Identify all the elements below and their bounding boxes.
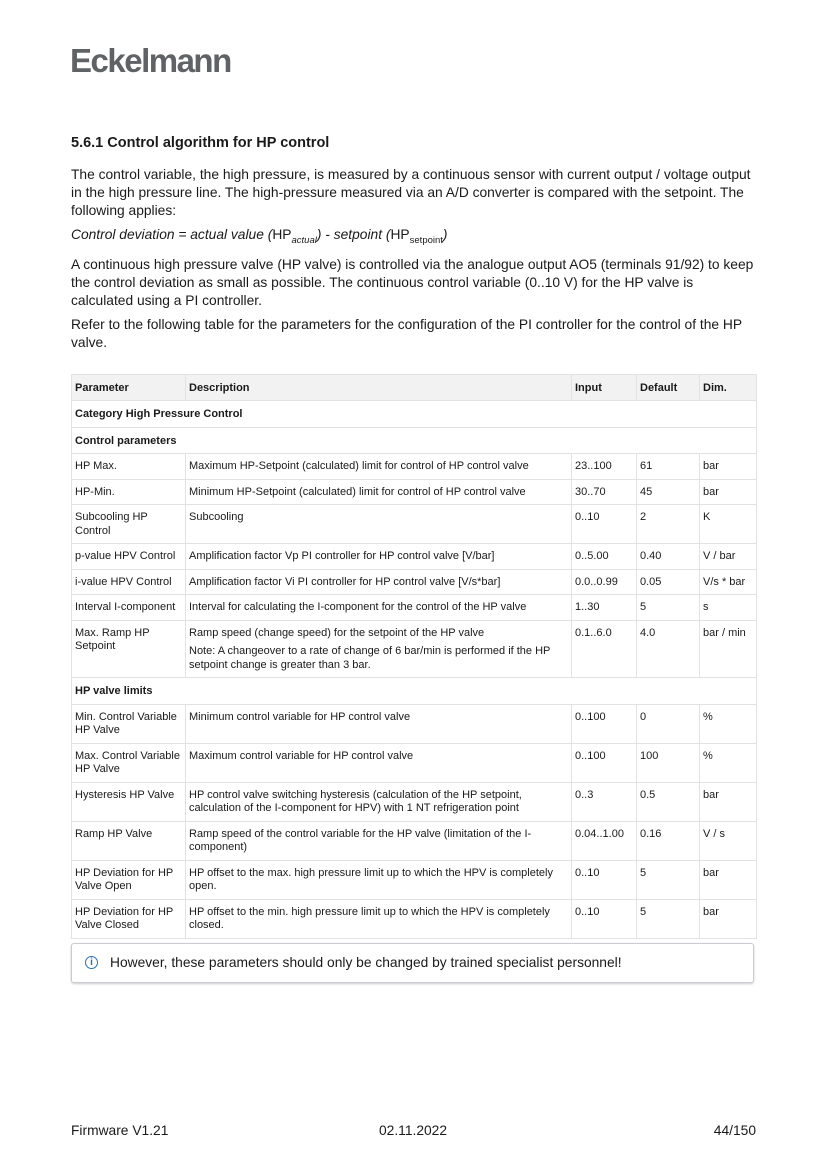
cell-default (637, 454, 700, 480)
cell-parameter (72, 505, 186, 544)
cell-text: Maximum HP-Setpoint (calculated) limit for control of HP control valve (189, 460, 529, 473)
cell-dim (700, 782, 757, 821)
parameter-table (71, 374, 757, 939)
cell-input (572, 569, 637, 595)
formula-text: Control deviation = actual value ( (71, 227, 273, 242)
cell-text: HP Max. (75, 460, 117, 473)
cell-text: p-value HPV Control (75, 550, 176, 563)
cell-text: bar (703, 485, 719, 498)
cell-text: 0.05 (640, 575, 662, 588)
cell-text: Subcooling HP Control (75, 511, 148, 537)
cell-text: bar (703, 866, 719, 879)
cell-dim (700, 743, 757, 782)
cell-text: Minimum control variable for HP control valve (189, 710, 411, 723)
cell-default (637, 743, 700, 782)
cell-parameter (72, 743, 186, 782)
cell-text: 100 (640, 749, 659, 762)
cell-text: HP offset to the min. high pressure limit up to which the HPV is completely closed. (189, 905, 550, 932)
cell-text: Interval I-component (75, 601, 176, 614)
cell-dim (700, 899, 757, 938)
cell-description (186, 743, 572, 782)
category-label: Control parameters (72, 427, 757, 454)
cell-text: HP control valve switching hysteresis (calculation of the HP setpoint, calculation of the I-component for HPV) with 1 NT refrigeration point (189, 788, 522, 815)
cell-parameter (72, 704, 186, 743)
cell-default (637, 782, 700, 821)
cell-text: V / s (703, 827, 726, 840)
cell-default (637, 569, 700, 595)
cell-text: 0..10 (575, 511, 600, 524)
cell-text: Subcooling (189, 511, 244, 524)
cell-parameter (72, 899, 186, 938)
cell-description (186, 595, 572, 621)
table-row (72, 782, 757, 821)
cell-text: 45 (640, 485, 653, 498)
eckelmann-logo: Eckelmann (70, 42, 231, 79)
cell-description (186, 479, 572, 505)
cell-default (637, 479, 700, 505)
cell-dim (700, 569, 757, 595)
cell-input (572, 544, 637, 570)
cell-default (637, 620, 700, 678)
cell-dim (700, 544, 757, 570)
header-default: Default (637, 374, 700, 401)
valve-paragraph: A continuous high pressure valve (HP valve) is controlled via the analogue output AO5 (terminals 91/92) to keep the control deviation as small as possible. The continuous control variable (0..10 V) for the HP valve is calculated using a PI controller. (71, 256, 754, 308)
cell-parameter (72, 544, 186, 570)
cell-text: Ramp speed (change speed) for the setpoint of the HP valve (189, 626, 485, 639)
cell-text: 0.16 (640, 827, 662, 840)
cell-text: K (703, 511, 711, 524)
cell-text: 23..100 (575, 460, 612, 473)
cell-text: Max. Ramp HP Setpoint (75, 626, 150, 653)
cell-dim (700, 704, 757, 743)
cell-description (186, 544, 572, 570)
cell-default (637, 704, 700, 743)
cell-dim (700, 821, 757, 860)
cell-description (186, 704, 572, 743)
cell-text: i-value HPV Control (75, 575, 172, 588)
cell-text: Hysteresis HP Valve (75, 788, 175, 801)
cell-input (572, 899, 637, 938)
table-header-row (72, 374, 757, 401)
footer-page-number: 44/150 (713, 1123, 756, 1138)
cell-default (637, 821, 700, 860)
footer-date: 02.11.2022 (379, 1123, 448, 1138)
table-row (72, 704, 757, 743)
formula-text: ) (442, 227, 448, 242)
cell-dim (700, 479, 757, 505)
cell-input (572, 782, 637, 821)
table-row (72, 860, 757, 899)
table-row (72, 569, 757, 595)
cell-input (572, 620, 637, 678)
cell-text: Minimum HP-Setpoint (calculated) limit for control of HP control valve (189, 485, 526, 498)
cell-text: 0..100 (575, 749, 606, 762)
formula-sub: actual (291, 234, 317, 246)
cell-dim (700, 595, 757, 621)
cell-dim (700, 454, 757, 480)
cell-text: V/s * bar (703, 575, 746, 588)
cell-text: 0..3 (575, 788, 594, 801)
cell-default (637, 544, 700, 570)
cell-text: 0..100 (575, 710, 606, 723)
cell-text: s (703, 601, 709, 614)
cell-text: HP Deviation for HP Valve Open (75, 866, 174, 893)
cell-text: 2 (640, 511, 647, 524)
cell-default (637, 595, 700, 621)
cell-text: 5 (640, 905, 647, 918)
cell-description (186, 454, 572, 480)
cell-text: 0..5.00 (575, 550, 609, 563)
main-content (71, 135, 757, 983)
cell-text: 0..10 (575, 905, 600, 918)
category-row (72, 678, 757, 705)
formula-hp: HP (272, 227, 292, 242)
cell-text: HP Deviation for HP Valve Closed (75, 905, 174, 932)
cell-description (186, 899, 572, 938)
cell-input (572, 595, 637, 621)
cell-text: V / bar (703, 550, 736, 563)
table-row (72, 595, 757, 621)
cell-input (572, 704, 637, 743)
cell-parameter (72, 860, 186, 899)
cell-description (186, 860, 572, 899)
cell-parameter (72, 821, 186, 860)
cell-text: % (703, 710, 713, 723)
table-row (72, 505, 757, 544)
cell-text: 5 (640, 601, 647, 614)
notice-box (71, 943, 754, 983)
table-intro-paragraph: Refer to the following table for the parameters for the configuration of the PI controller for the control of the HP valve. (71, 316, 742, 350)
cell-default (637, 505, 700, 544)
cell-parameter (72, 782, 186, 821)
notice-text: However, these parameters should only be changed by trained specialist personnel! (110, 955, 622, 971)
header-dim: Dim. (700, 374, 757, 401)
cell-input (572, 479, 637, 505)
formula-hp: HP (390, 227, 410, 242)
category-row (72, 427, 757, 454)
cell-description (186, 505, 572, 544)
cell-text: 0.5 (640, 788, 656, 801)
cell-dim (700, 505, 757, 544)
table-row (72, 899, 757, 938)
cell-parameter (72, 620, 186, 678)
section-heading: 5.6.1 Control algorithm for HP control (71, 135, 330, 151)
cell-text: Amplification factor Vp PI controller for HP control valve [V/bar] (189, 550, 495, 563)
cell-input (572, 743, 637, 782)
cell-text: Min. Control Variable HP Valve (75, 710, 177, 737)
cell-note: Note: A changeover to a rate of change of 6 bar/min is performed if the HP setpoint change is greater than 3 bar. (189, 645, 551, 671)
cell-text: 0.04..1.00 (575, 827, 624, 840)
cell-text: 0.40 (640, 550, 662, 563)
header-parameter: Parameter (72, 374, 186, 401)
cell-input (572, 860, 637, 899)
cell-input (572, 454, 637, 480)
cell-text: 0.1..6.0 (575, 626, 612, 639)
cell-description (186, 821, 572, 860)
cell-text: bar (703, 460, 719, 473)
formula-sub: setpoint (409, 234, 443, 246)
cell-text: Maximum control variable for HP control valve (189, 749, 414, 762)
cell-default (637, 860, 700, 899)
cell-parameter (72, 569, 186, 595)
cell-text: HP offset to the max. high pressure limit up to which the HPV is completely open. (189, 866, 553, 893)
category-label: Category High Pressure Control (72, 401, 757, 428)
cell-description (186, 620, 572, 678)
table-row (72, 544, 757, 570)
cell-text: 0 (640, 710, 647, 723)
cell-text: 4.0 (640, 626, 656, 639)
footer-firmware: Firmware V1.21 (71, 1123, 169, 1138)
intro-paragraph: The control variable, the high pressure, is measured by a continuous sensor with current output / voltage output in the high pressure line. The high-pressure measured via an A/D converter is compared with the setpoint. The following applies: (71, 167, 751, 218)
header-input: Input (572, 374, 637, 401)
cell-text: Interval for calculating the I-component for the control of the HP valve (189, 601, 527, 614)
table-row (72, 479, 757, 505)
formula (71, 226, 757, 250)
cell-parameter (72, 454, 186, 480)
cell-input (572, 505, 637, 544)
cell-text: Amplification factor Vi PI controller for HP control valve [V/s*bar] (189, 575, 501, 588)
cell-text: Ramp HP Valve (75, 827, 153, 840)
header-description: Description (186, 374, 572, 401)
cell-input (572, 821, 637, 860)
cell-text: % (703, 749, 713, 762)
cell-text: 30..70 (575, 485, 606, 498)
cell-parameter (72, 479, 186, 505)
cell-description (186, 782, 572, 821)
category-row (72, 401, 757, 428)
info-icon: i (85, 956, 98, 969)
cell-text: 61 (640, 460, 653, 473)
cell-description (186, 569, 572, 595)
cell-dim (700, 860, 757, 899)
cell-text: bar / min (703, 626, 746, 639)
category-label: HP valve limits (72, 678, 757, 705)
cell-text: 5 (640, 866, 647, 879)
cell-text: Ramp speed of the control variable for the HP valve (limitation of the I-component) (189, 827, 532, 854)
cell-parameter (72, 595, 186, 621)
table-row (72, 620, 757, 678)
table-row (72, 743, 757, 782)
cell-text: bar (703, 905, 719, 918)
table-row (72, 454, 757, 480)
cell-text: 0..10 (575, 866, 600, 879)
cell-text: HP-Min. (75, 485, 115, 498)
cell-default (637, 899, 700, 938)
cell-dim (700, 620, 757, 678)
formula-text: ) - setpoint ( (316, 227, 391, 242)
cell-text: bar (703, 788, 719, 801)
cell-text: 0.0..0.99 (575, 575, 618, 588)
cell-text: 1..30 (575, 601, 600, 614)
cell-text: Max. Control Variable HP Valve (75, 749, 180, 776)
table-row (72, 821, 757, 860)
